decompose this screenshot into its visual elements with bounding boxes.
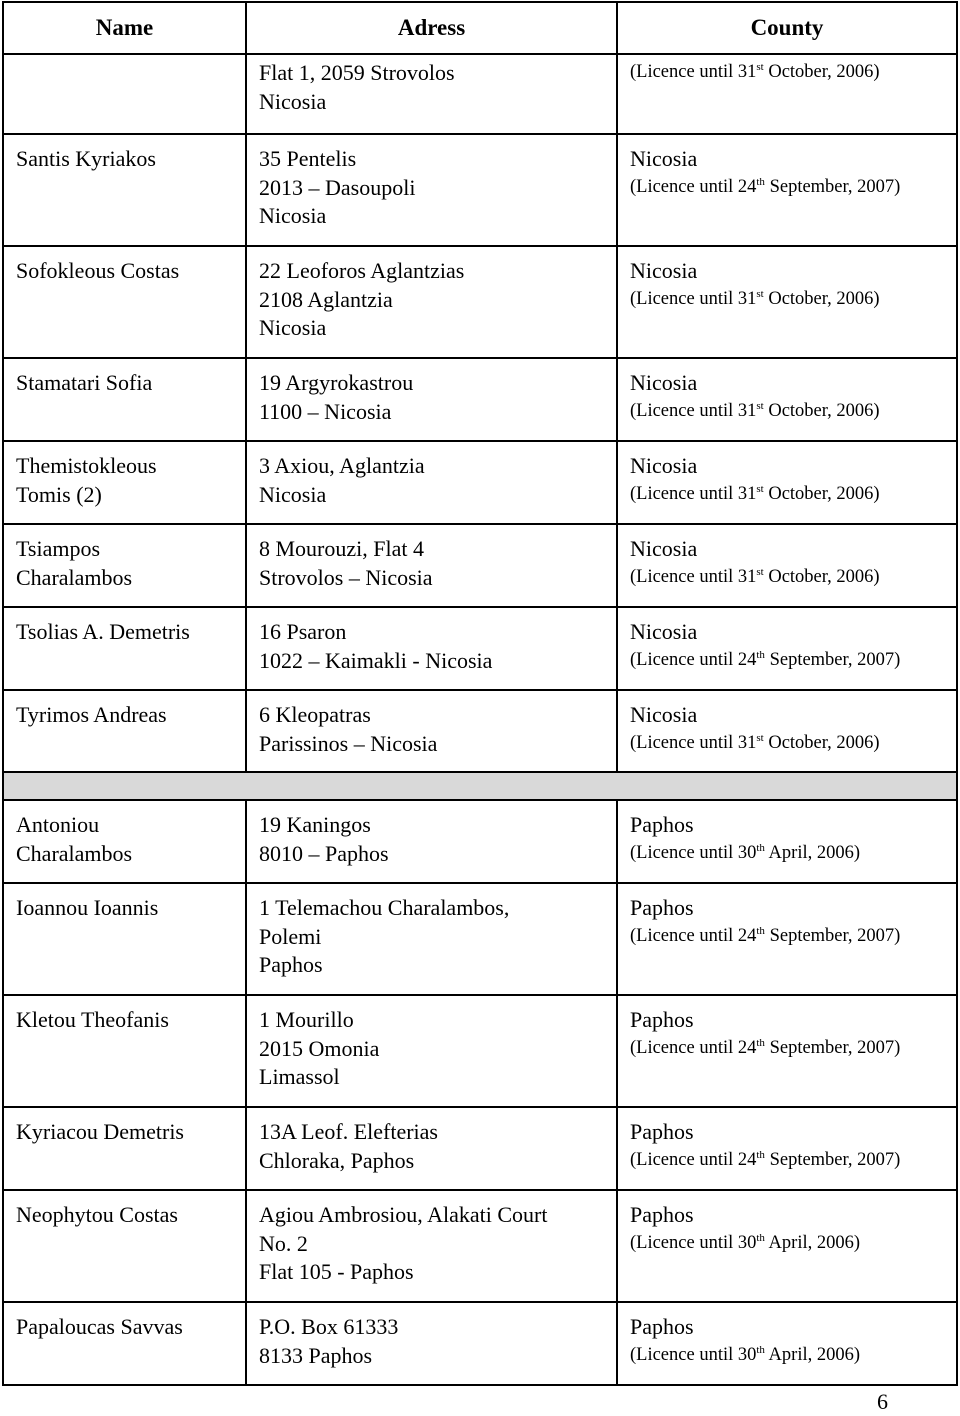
county-name: Nicosia xyxy=(630,453,698,478)
table-row xyxy=(3,54,957,134)
licence-text: September, 2007) xyxy=(764,649,901,670)
table-row xyxy=(3,246,957,358)
address-cell xyxy=(246,441,617,524)
county-name: Paphos xyxy=(630,1202,694,1227)
address-line: 22 Leoforos Aglantzias xyxy=(259,258,465,283)
address-line: Paphos xyxy=(259,952,323,977)
address-cell xyxy=(246,800,617,883)
name-line: Tomis (2) xyxy=(16,481,102,507)
licence-expiry xyxy=(630,1230,944,1256)
name-cell xyxy=(3,995,246,1107)
name-cell xyxy=(3,524,246,607)
address-line: Flat 105 - Paphos xyxy=(259,1259,414,1284)
county-name: Nicosia xyxy=(630,619,698,644)
licence-text: October, 2006) xyxy=(763,483,880,504)
name-line: Kyriacou Demetris xyxy=(16,1119,184,1144)
name-line: Tyrimos Andreas xyxy=(16,702,167,727)
section-band xyxy=(3,772,957,800)
county-name: Paphos xyxy=(630,812,694,837)
address-line: Nicosia xyxy=(259,203,327,228)
name-line: Antoniou xyxy=(16,812,100,837)
name-line: Charalambos xyxy=(16,840,133,866)
name-cell xyxy=(3,134,246,246)
table-row xyxy=(3,883,957,995)
address-line: Limassol xyxy=(259,1064,340,1089)
address-line: 35 Pentelis xyxy=(259,146,357,171)
licence-expiry xyxy=(630,564,944,590)
address-cell xyxy=(246,690,617,772)
table-row xyxy=(3,995,957,1107)
licence-expiry xyxy=(630,923,944,949)
licence-text: (Licence until 24 xyxy=(630,925,757,946)
licence-ordinal: st xyxy=(756,399,764,412)
address-line: 1022 – Kaimakli - Nicosia xyxy=(259,647,493,673)
address-line: 19 Kaningos xyxy=(259,812,371,837)
licence-text: (Licence until 24 xyxy=(630,176,757,197)
licence-expiry xyxy=(630,1342,944,1368)
header-address: Adress xyxy=(246,2,617,54)
licence-text: October, 2006) xyxy=(763,732,880,753)
county-cell xyxy=(617,1190,957,1302)
county-name: Nicosia xyxy=(630,536,698,561)
licence-text: September, 2007) xyxy=(764,1037,901,1058)
county-name: Nicosia xyxy=(630,258,698,283)
name-cell xyxy=(3,441,246,524)
county-name: Nicosia xyxy=(630,702,698,727)
address-cell xyxy=(246,1302,617,1385)
name-line: Papaloucas Savvas xyxy=(16,1314,183,1339)
name-cell xyxy=(3,1190,246,1302)
table-row xyxy=(3,690,957,772)
table-row xyxy=(3,1302,957,1385)
table-row xyxy=(3,358,957,441)
address-line: 2108 Aglantzia xyxy=(259,286,393,312)
licence-ordinal: th xyxy=(756,1148,765,1161)
address-cell xyxy=(246,607,617,690)
address-cell xyxy=(246,524,617,607)
licence-text: (Licence until 31 xyxy=(630,288,757,309)
licence-ordinal: th xyxy=(756,175,765,188)
licence-expiry xyxy=(630,59,944,85)
name-line: Santis Kyriakos xyxy=(16,146,156,171)
table-row xyxy=(3,134,957,246)
county-cell xyxy=(617,441,957,524)
licence-ordinal: st xyxy=(756,731,764,744)
licence-ordinal: st xyxy=(756,61,764,73)
name-line: Neophytou Costas xyxy=(16,1202,178,1227)
licence-text: (Licence until 31 xyxy=(630,483,757,504)
address-line: Strovolos – Nicosia xyxy=(259,564,433,590)
address-cell xyxy=(246,358,617,441)
name-line: Kletou Theofanis xyxy=(16,1007,169,1032)
licence-text: (Licence until 31 xyxy=(630,732,757,753)
name-cell xyxy=(3,54,246,134)
licence-expiry xyxy=(630,1035,944,1061)
address-line: 16 Psaron xyxy=(259,619,347,644)
address-cell xyxy=(246,54,617,134)
address-cell xyxy=(246,1107,617,1190)
address-line: 2013 – Dasoupoli xyxy=(259,174,416,200)
county-cell xyxy=(617,800,957,883)
page-number: 6 xyxy=(877,1389,888,1414)
address-line: Parissinos – Nicosia xyxy=(259,730,438,756)
licence-ordinal: th xyxy=(756,1036,765,1049)
licence-expiry xyxy=(630,481,944,507)
address-cell xyxy=(246,246,617,358)
licence-ordinal: th xyxy=(756,841,765,854)
nicosia-section xyxy=(3,54,957,772)
licence-text: April, 2006) xyxy=(764,842,861,863)
licence-text: October, 2006) xyxy=(763,288,880,309)
address-line: 2015 Omonia xyxy=(259,1035,380,1061)
table-row xyxy=(3,1107,957,1190)
name-cell xyxy=(3,690,246,772)
name-line: Tsiampos xyxy=(16,536,101,561)
name-line: Tsolias A. Demetris xyxy=(16,619,190,644)
table-row xyxy=(3,800,957,883)
licence-text: (Licence until 31 xyxy=(630,566,757,587)
address-line: Nicosia xyxy=(259,315,327,340)
address-line: 13A Leof. Elefterias xyxy=(259,1119,438,1144)
county-cell xyxy=(617,1302,957,1385)
licence-text: October, 2006) xyxy=(763,400,880,421)
address-line: 19 Argyrokastrou xyxy=(259,370,414,395)
address-cell xyxy=(246,883,617,995)
name-cell xyxy=(3,1302,246,1385)
county-cell xyxy=(617,607,957,690)
licence-ordinal: th xyxy=(756,1231,765,1244)
licence-register-table xyxy=(2,1,958,1386)
address-line: Polemi xyxy=(259,923,322,949)
licence-text: April, 2006) xyxy=(764,1344,861,1365)
licence-text: (Licence until 31 xyxy=(630,400,757,421)
county-name: Nicosia xyxy=(630,146,698,171)
address-line: 8 Mourouzi, Flat 4 xyxy=(259,536,424,561)
county-cell xyxy=(617,358,957,441)
name-cell xyxy=(3,358,246,441)
address-line: 3 Axiou, Aglantzia xyxy=(259,453,425,478)
address-line: 6 Kleopatras xyxy=(259,702,371,727)
licence-text: (Licence until 31 xyxy=(630,62,757,82)
table-row xyxy=(3,524,957,607)
address-line: Agiou Ambrosiou, Alakati Court xyxy=(259,1202,548,1227)
name-cell xyxy=(3,246,246,358)
address-line: P.O. Box 61333 xyxy=(259,1314,399,1339)
licence-text: October, 2006) xyxy=(763,566,880,587)
address-cell xyxy=(246,1190,617,1302)
county-cell xyxy=(617,246,957,358)
name-cell xyxy=(3,800,246,883)
county-cell xyxy=(617,995,957,1107)
address-cell xyxy=(246,995,617,1107)
licence-expiry xyxy=(630,398,944,424)
name-line: Ioannou Ioannis xyxy=(16,895,159,920)
county-name: Nicosia xyxy=(630,370,698,395)
licence-ordinal: th xyxy=(756,1343,765,1356)
name-cell xyxy=(3,1107,246,1190)
licence-expiry xyxy=(630,647,944,673)
county-cell xyxy=(617,524,957,607)
county-cell xyxy=(617,54,957,134)
address-line: 1 Mourillo xyxy=(259,1007,354,1032)
address-line: Chloraka, Paphos xyxy=(259,1147,415,1173)
licence-text: (Licence until 30 xyxy=(630,1232,757,1253)
licence-expiry xyxy=(630,730,944,756)
county-name: Paphos xyxy=(630,895,694,920)
licence-text: (Licence until 24 xyxy=(630,649,757,670)
county-cell xyxy=(617,690,957,772)
name-cell xyxy=(3,883,246,995)
address-line: Nicosia xyxy=(259,481,327,507)
licence-ordinal: st xyxy=(756,482,764,495)
licence-ordinal: th xyxy=(756,648,765,661)
name-line: Themistokleous xyxy=(16,453,157,478)
county-name: Paphos xyxy=(630,1007,694,1032)
name-cell xyxy=(3,607,246,690)
county-name: Paphos xyxy=(630,1314,694,1339)
address-line: Flat 1, 2059 Strovolos xyxy=(259,60,455,85)
licence-ordinal: st xyxy=(756,565,764,578)
address-line: No. 2 xyxy=(259,1230,308,1256)
county-cell xyxy=(617,883,957,995)
section-separator xyxy=(3,772,957,800)
licence-ordinal: th xyxy=(756,924,765,937)
licence-text: April, 2006) xyxy=(764,1232,861,1253)
licence-text: September, 2007) xyxy=(764,925,901,946)
header-row xyxy=(3,2,957,54)
licence-text: (Licence until 30 xyxy=(630,1344,757,1365)
licence-text: October, 2006) xyxy=(763,62,880,82)
licence-text: (Licence until 24 xyxy=(630,1149,757,1170)
licence-text: September, 2007) xyxy=(764,1149,901,1170)
licence-expiry xyxy=(630,840,944,866)
address-line: 8010 – Paphos xyxy=(259,840,389,866)
licence-expiry xyxy=(630,286,944,312)
name-line: Sofokleous Costas xyxy=(16,258,180,283)
licence-ordinal: st xyxy=(756,287,764,300)
address-line: 1100 – Nicosia xyxy=(259,398,392,424)
county-cell xyxy=(617,1107,957,1190)
name-line: Stamatari Sofia xyxy=(16,370,153,395)
address-line: Nicosia xyxy=(259,88,327,114)
paphos-section xyxy=(3,800,957,1385)
address-line: 1 Telemachou Charalambos, xyxy=(259,895,510,920)
licence-text: September, 2007) xyxy=(764,176,901,197)
licence-text: (Licence until 30 xyxy=(630,842,757,863)
address-line: 8133 Paphos xyxy=(259,1342,373,1368)
licence-text: (Licence until 24 xyxy=(630,1037,757,1058)
table-row xyxy=(3,607,957,690)
header-county: County xyxy=(617,2,957,54)
name-line: Charalambos xyxy=(16,564,133,590)
address-cell xyxy=(246,134,617,246)
county-cell xyxy=(617,134,957,246)
licence-expiry xyxy=(630,1147,944,1173)
header-name: Name xyxy=(3,2,246,54)
table-row xyxy=(3,1190,957,1302)
county-name: Paphos xyxy=(630,1119,694,1144)
table-row xyxy=(3,441,957,524)
licence-expiry xyxy=(630,174,944,200)
